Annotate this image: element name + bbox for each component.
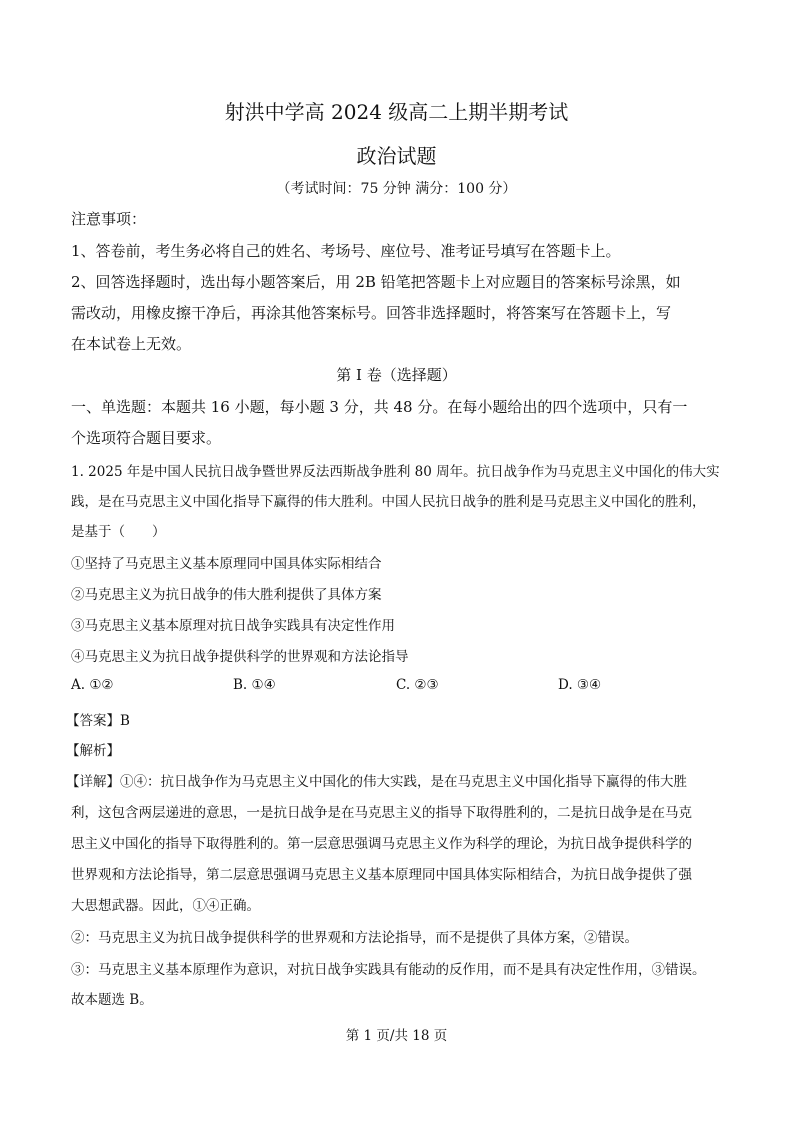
detail-line-2: 利，这包含两层递进的意思，一是抗日战争是在马克思主义的指导下取得胜利的，二是抗日战争是在马克: [71, 805, 692, 821]
section-title: 第 I 卷（选择题）: [336, 366, 457, 384]
option-c: C. ②③: [396, 677, 439, 693]
analysis-label: 【解析】: [66, 743, 120, 759]
statement-1: ①坚持了马克思主义基本原理同中国具体实际相结合: [71, 556, 382, 572]
subject-title: 政治试题: [356, 144, 437, 168]
question-1-stem-line-1: 1. 2025 年是中国人民抗日战争暨世界反法西斯战争胜利 80 周年。抗日战争作为马克思主义中国化的伟大实: [71, 464, 720, 480]
notice-item-2-line-3: 在本试卷上无效。: [71, 335, 192, 353]
exam-title: 射洪中学高 2024 级高二上期半期考试: [224, 100, 569, 124]
section-intro-line-2: 个选项符合题目要求。: [71, 429, 222, 447]
detail-line-3: 思主义中国化的指导下取得胜利的。第一层意思强调马克思主义作为科学的理论，为抗日战争提供科学的: [71, 836, 692, 852]
notice-item-1: 1、答卷前，考生务必将自己的姓名、考场号、座位号、准考证号填写在答题卡上。: [71, 242, 621, 260]
detail-line-5: 大思想武器。因此，①④正确。: [71, 898, 260, 914]
notice-item-2-line-2: 需改动，用橡皮擦干净后，再涂其他答案标号。回答非选择题时，将答案写在答题卡上，写: [71, 304, 672, 322]
statement-2: ②马克思主义为抗日战争的伟大胜利提供了具体方案: [71, 587, 382, 603]
section-intro-line-1: 一、单选题：本题共 16 小题，每小题 3 分，共 48 分。在每小题给出的四个选项中，只有一: [71, 398, 688, 416]
option-b: B. ①④: [233, 677, 276, 693]
detail-line-8: 故本题选 B。: [71, 992, 153, 1008]
detail-line-1: 【详解】①④：抗日战争作为马克思主义中国化的伟大实践，是在马克思主义中国化指导下赢得的伟大胜: [66, 774, 687, 790]
detail-line-7: ③：马克思主义基本原理作为意识，对抗日战争实践具有能动的反作用，而不是具有决定性作用，③错误。: [71, 962, 706, 978]
answer: 【答案】B: [66, 713, 130, 729]
notice-item-2-line-1: 2、回答选择题时，选出每小题答案后，用 2B 铅笔把答题卡上对应题目的答案标号涂黑，如: [71, 273, 681, 291]
option-d: D. ③④: [558, 677, 602, 693]
notice-heading: 注意事项：: [71, 210, 147, 228]
exam-time-info: （考试时间：75 分钟 满分：100 分）: [276, 181, 517, 197]
statement-3: ③马克思主义基本原理对抗日战争实践具有决定性作用: [71, 618, 395, 634]
option-a: A. ①②: [71, 677, 114, 693]
detail-line-6: ②：马克思主义为抗日战争提供科学的世界观和方法论指导，而不是提供了具体方案，②错误。: [71, 930, 638, 946]
statement-4: ④马克思主义为抗日战争提供科学的世界观和方法论指导: [71, 649, 409, 665]
question-1-stem-line-2: 践，是在马克思主义中国化指导下赢得的伟大胜利。中国人民抗日战争的胜利是马克思主义中国化的胜利，: [71, 494, 706, 510]
detail-line-4: 世界观和方法论指导，第二层意思强调马克思主义基本原理同中国具体实际相结合，为抗日战争提供了强: [71, 867, 692, 883]
page-footer: 第 1 页/共 18 页: [345, 1028, 448, 1044]
question-1-stem-line-3: 是基于（ ）: [71, 524, 166, 540]
